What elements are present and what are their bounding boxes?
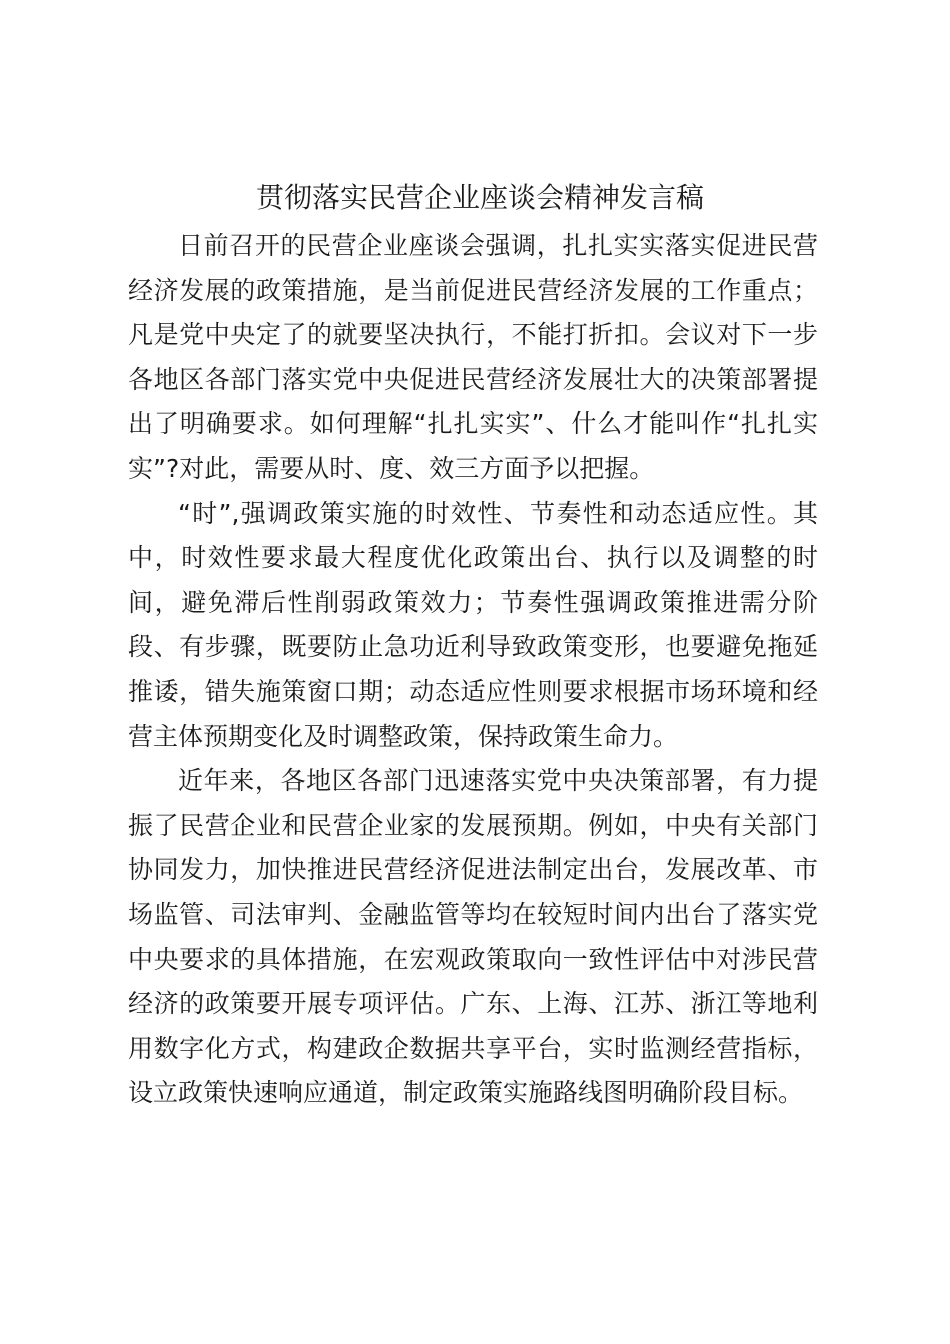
document-body (128, 224, 818, 1116)
document-title: 贯彻落实民营企业座谈会精神发言稿 (255, 181, 704, 214)
paragraph-3: 近年来，各地区各部门迅速落实党中央决策部署，有力提振了民营企业和民营企业家的发展预期。例如，中央有关部门协同发力，加快推进民营经济促进法制定出台，发展改革、市场监管、司法审判、金融监管等均在较短时间内出台了落实党中央要求的具体措施，在宏观政策取向一致性评估中对涉民营经济的政策要开展专项评估。广东、上海、江苏、浙江等地利用数字化方式，构建政企数据共享平台，实时监测经营指标，设立政策快速响应通道，制定政策实施路线图明确阶段目标。 (128, 766, 818, 1108)
paragraph-2: “时”,强调政策实施的时效性、节奏性和动态适应性。其中，时效性要求最大程度优化政策出台、执行以及调整的时间，避免滞后性削弱政策效力；节奏性强调政策推进需分阶段、有步骤，既要防止急功近利导致政策变形，也要避免拖延推诿，错失施策窗口期；动态适应性则要求根据市场环境和经营主体预期变化及时调整政策，保持政策生命力。 (128, 498, 818, 751)
paragraph-1: 日前召开的民营企业座谈会强调，扎扎实实落实促进民营经济发展的政策措施，是当前促进民营经济发展的工作重点；凡是党中央定了的就要坚决执行，不能打折扣。会议对下一步各地区各部门落实党中央促进民营经济发展壮大的决策部署提出了明确要求。如何理解“扎扎实实”、什么才能叫作“扎扎实实”?对此，需要从时、度、效三方面予以把握。 (128, 231, 818, 483)
